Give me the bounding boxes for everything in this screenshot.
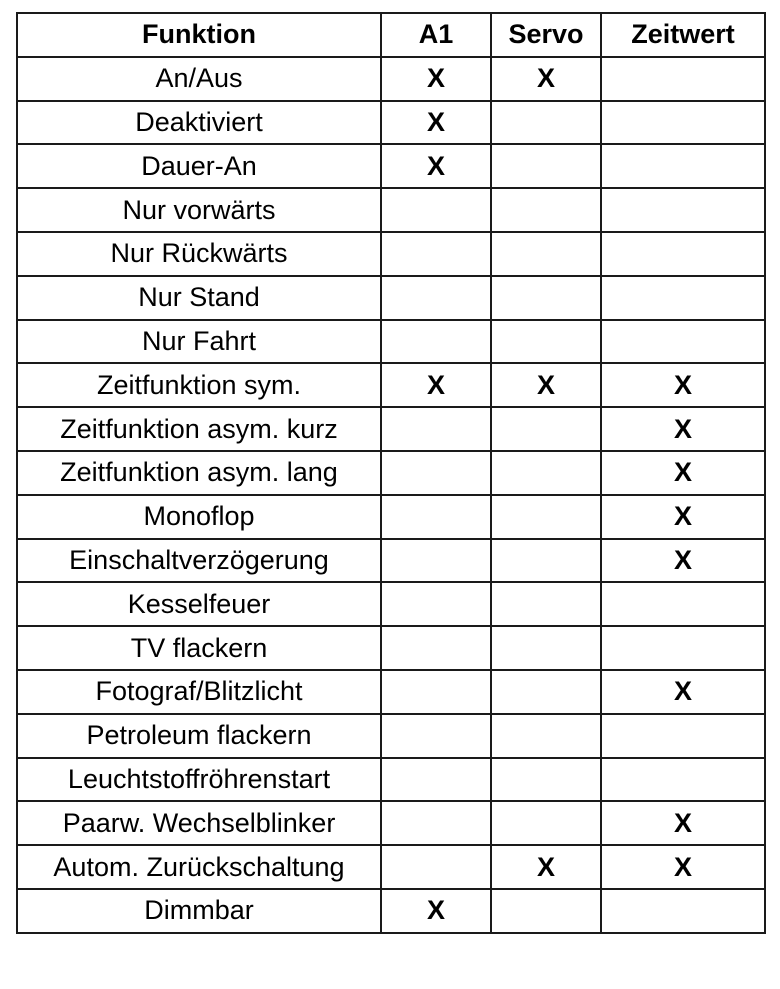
header-zeitwert: Zeitwert <box>601 13 765 57</box>
table-row <box>17 451 765 495</box>
a1-cell: X <box>381 101 491 145</box>
a1-cell <box>381 232 491 276</box>
a1-cell <box>381 758 491 802</box>
zeitwert-cell: X <box>601 801 765 845</box>
table-row <box>17 801 765 845</box>
a1-cell: X <box>381 144 491 188</box>
header-funktion: Funktion <box>17 13 381 57</box>
function-name-cell: Leuchtstoffröhrenstart <box>17 758 381 802</box>
table-row <box>17 845 765 889</box>
servo-cell <box>491 276 601 320</box>
servo-cell <box>491 889 601 933</box>
function-name-cell: Nur vorwärts <box>17 188 381 232</box>
a1-cell <box>381 670 491 714</box>
zeitwert-cell: X <box>601 670 765 714</box>
zeitwert-cell <box>601 582 765 626</box>
function-name-cell: Zeitfunktion asym. lang <box>17 451 381 495</box>
zeitwert-cell <box>601 714 765 758</box>
zeitwert-cell: X <box>601 451 765 495</box>
servo-cell <box>491 451 601 495</box>
table-body <box>17 57 765 933</box>
zeitwert-cell <box>601 889 765 933</box>
zeitwert-cell <box>601 188 765 232</box>
servo-cell <box>491 144 601 188</box>
zeitwert-cell: X <box>601 363 765 407</box>
a1-cell <box>381 714 491 758</box>
servo-cell <box>491 407 601 451</box>
function-name-cell: Monoflop <box>17 495 381 539</box>
function-name-cell: Zeitfunktion asym. kurz <box>17 407 381 451</box>
header-a1: A1 <box>381 13 491 57</box>
servo-cell <box>491 101 601 145</box>
a1-cell <box>381 582 491 626</box>
function-name-cell: Dauer-An <box>17 144 381 188</box>
zeitwert-cell: X <box>601 539 765 583</box>
servo-cell: X <box>491 363 601 407</box>
servo-cell <box>491 582 601 626</box>
table-row <box>17 363 765 407</box>
table-row <box>17 582 765 626</box>
zeitwert-cell <box>601 144 765 188</box>
servo-cell <box>491 232 601 276</box>
servo-cell <box>491 758 601 802</box>
servo-cell <box>491 539 601 583</box>
zeitwert-cell: X <box>601 407 765 451</box>
a1-cell <box>381 845 491 889</box>
table-row <box>17 495 765 539</box>
table-row <box>17 407 765 451</box>
a1-cell <box>381 276 491 320</box>
function-name-cell: Fotograf/Blitzlicht <box>17 670 381 714</box>
zeitwert-cell <box>601 758 765 802</box>
a1-cell <box>381 801 491 845</box>
table-row <box>17 101 765 145</box>
function-name-cell: Zeitfunktion sym. <box>17 363 381 407</box>
function-name-cell: Einschaltverzögerung <box>17 539 381 583</box>
servo-cell: X <box>491 57 601 101</box>
function-name-cell: Paarw. Wechselblinker <box>17 801 381 845</box>
a1-cell: X <box>381 889 491 933</box>
zeitwert-cell <box>601 626 765 670</box>
zeitwert-cell: X <box>601 845 765 889</box>
table-row <box>17 276 765 320</box>
header-servo: Servo <box>491 13 601 57</box>
servo-cell <box>491 495 601 539</box>
a1-cell <box>381 320 491 364</box>
servo-cell <box>491 801 601 845</box>
table-row <box>17 626 765 670</box>
function-name-cell: Nur Fahrt <box>17 320 381 364</box>
a1-cell: X <box>381 57 491 101</box>
function-name-cell: TV flackern <box>17 626 381 670</box>
table-row <box>17 714 765 758</box>
servo-cell <box>491 670 601 714</box>
table-row <box>17 320 765 364</box>
a1-cell <box>381 495 491 539</box>
table-row <box>17 144 765 188</box>
table-row <box>17 758 765 802</box>
table-row <box>17 889 765 933</box>
table-row <box>17 670 765 714</box>
a1-cell <box>381 626 491 670</box>
table-row <box>17 57 765 101</box>
servo-cell <box>491 714 601 758</box>
function-name-cell: Nur Rückwärts <box>17 232 381 276</box>
table-header-row <box>17 13 765 57</box>
servo-cell <box>491 626 601 670</box>
function-name-cell: Dimmbar <box>17 889 381 933</box>
a1-cell: X <box>381 363 491 407</box>
zeitwert-cell <box>601 276 765 320</box>
function-name-cell: Deaktiviert <box>17 101 381 145</box>
zeitwert-cell <box>601 101 765 145</box>
zeitwert-cell: X <box>601 495 765 539</box>
function-name-cell: Petroleum flackern <box>17 714 381 758</box>
function-table <box>16 12 766 934</box>
function-name-cell: Kesselfeuer <box>17 582 381 626</box>
table-row <box>17 539 765 583</box>
a1-cell <box>381 539 491 583</box>
zeitwert-cell <box>601 232 765 276</box>
servo-cell <box>491 320 601 364</box>
a1-cell <box>381 451 491 495</box>
table-row <box>17 188 765 232</box>
table-row <box>17 232 765 276</box>
a1-cell <box>381 407 491 451</box>
zeitwert-cell <box>601 57 765 101</box>
function-name-cell: Nur Stand <box>17 276 381 320</box>
zeitwert-cell <box>601 320 765 364</box>
function-name-cell: Autom. Zurückschaltung <box>17 845 381 889</box>
servo-cell <box>491 188 601 232</box>
servo-cell: X <box>491 845 601 889</box>
a1-cell <box>381 188 491 232</box>
function-name-cell: An/Aus <box>17 57 381 101</box>
